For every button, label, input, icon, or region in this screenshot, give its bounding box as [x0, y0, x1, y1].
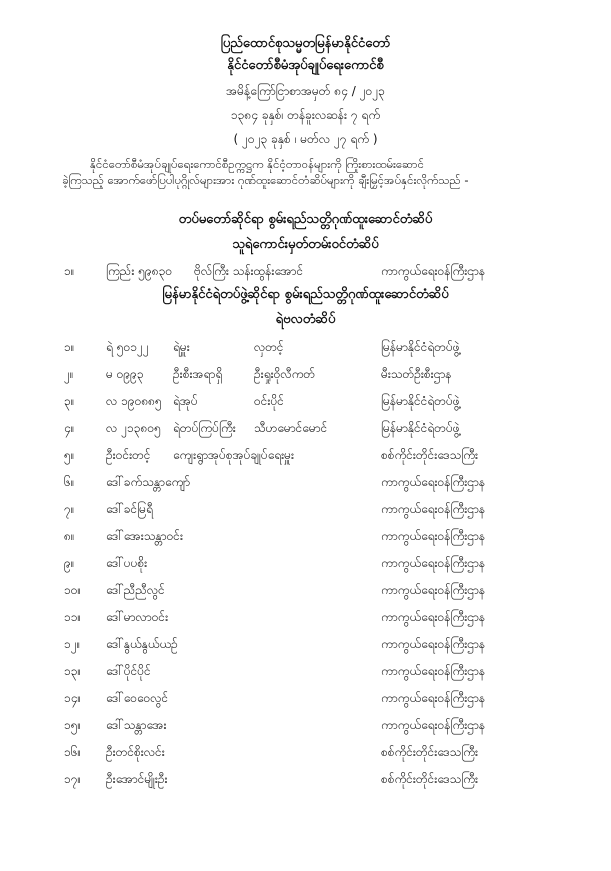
- row-number: ၁၂။: [64, 637, 81, 651]
- person-name: ဒေါ်သန္တာအေး: [106, 718, 167, 732]
- person-name: ဦးတင်စိုးလင်း: [106, 745, 165, 759]
- row-number: ၈။: [64, 529, 75, 543]
- section1-subtitle: သူရဲကောင်းမှတ်တမ်းဝင်တံဆိပ်: [232, 237, 379, 252]
- section2-subtitle: ရဲဗလတံဆိပ်: [275, 312, 336, 327]
- organization: ကာကွယ်ရေးဝန်ကြီးဌာန: [381, 529, 486, 543]
- intro-paragraph: [62, 156, 562, 188]
- organization: ကာကွယ်ရေးဝန်ကြီးဌာန: [381, 475, 486, 489]
- table-row: [0, 662, 611, 680]
- person-name: ဒေါ်ပိုင်ပိုင်: [106, 664, 151, 678]
- organization: ကာကွယ်ရေးဝန်ကြီးဌာန: [381, 637, 486, 651]
- rank: ဦးစီးအရာရှိ: [173, 367, 223, 381]
- organization: မြန်မာနိုင်ငံရဲတပ်ဖွဲ့: [381, 394, 460, 408]
- row-number: ၅။: [64, 448, 75, 462]
- table-row: [0, 581, 611, 599]
- row-number: ၁၃။: [64, 664, 82, 678]
- organization: ကာကွယ်ရေးဝန်ကြီးဌာန: [381, 583, 486, 597]
- row-number: ၁၁။: [64, 610, 82, 624]
- organization: ကာကွယ်ရေးဝန်ကြီးဌာန: [381, 556, 486, 570]
- rank: ရဲအုပ်: [173, 394, 198, 408]
- person-name: သီဟမောင်မောင်: [254, 421, 328, 435]
- rank: ရဲမှူး: [173, 340, 190, 354]
- person-name: ဒေါ်ဝေဝေလွင်: [106, 691, 169, 705]
- person-name: ဦးအောင်မျိုးဦး: [106, 772, 168, 786]
- table-row: [0, 527, 611, 545]
- date-gregorian: ( ၂၀၂၃ ခုနှစ် ၊ မတ်လ ၂၇ ရက် ): [233, 132, 378, 146]
- service-number: ကြည်း ၅၉၈၃၀: [106, 264, 173, 278]
- person-name: ဒေါ်အေးသန္တာဝင်း: [106, 529, 184, 543]
- person-name: ဒေါ်ခင်မြရီ: [106, 502, 153, 516]
- person-name: ဝင်းပိုင်: [254, 394, 284, 408]
- person-name: ဒေါ်မာလာဝင်း: [106, 610, 169, 624]
- row-number: ၁။: [64, 340, 75, 354]
- organization: ကာကွယ်ရေးဝန်ကြီးဌာန: [381, 718, 486, 732]
- row-number: ၉။: [64, 556, 75, 570]
- rank-name: ဗိုလ်ကြီး သန်းထွန်းအောင်: [194, 264, 304, 278]
- table-row: [0, 338, 611, 356]
- service-number: ရဲ ၅၀၁၂၂: [106, 340, 149, 354]
- organization: မြန်မာနိုင်ငံရဲတပ်ဖွဲ့: [381, 340, 460, 354]
- person-name: ဒေါ်ပပစိုး: [106, 556, 148, 570]
- section1-title: တပ်မတော်ဆိုင်ရာ စွမ်းရည်သတ္တိဂုဏ်ထူးဆောင်တံဆိပ်: [178, 212, 433, 227]
- table-row: [0, 446, 611, 464]
- section1-row-1: [0, 262, 611, 280]
- row-number: ၆။: [64, 475, 75, 489]
- organization: ကာကွယ်ရေးဝန်ကြီးဌာန: [381, 610, 486, 624]
- service-number: လ ၁၉၀၈၈၅: [106, 394, 162, 408]
- organization: မီးသတ်ဦးစီးဌာန: [381, 367, 452, 381]
- section2-title: မြန်မာနိုင်ငံရဲတပ်ဖွဲ့ဆိုင်ရာ စွမ်းရည်သတ္တိဂုဏ်ထူးဆောင်တံဆိပ်: [162, 287, 449, 302]
- table-row: [0, 419, 611, 437]
- row-number: ၁၇။: [64, 772, 82, 786]
- row-number: ၇။: [64, 502, 75, 516]
- table-row: [0, 392, 611, 410]
- order-number: အမိန့်ကြော်ငြာစာအမှတ် ၈၄ / ၂၀၂၃: [226, 84, 385, 98]
- intro-line-2: ခဲ့ကြသည့် အောက်ဖော်ပြပါပုဂ္ဂိုလ်များအား ဂုဏ်ထူးဆောင်တံဆိပ်များကို ချီးမြှင့်အပ်နှင်းလိုက်သည် -: [62, 173, 469, 187]
- row-number: ၁၅။: [64, 718, 82, 732]
- date-myanmar: ၁၃၈၄ ခုနှစ်၊ တန်ခူးလဆန်း ၇ ရက်: [230, 108, 381, 122]
- organization: ကာကွယ်ရေးဝန်ကြီးဌာန: [381, 264, 486, 278]
- row-number: ၄။: [64, 421, 75, 435]
- table-row: [0, 770, 611, 788]
- table-row: [0, 500, 611, 518]
- service-number: လ ၂၁၃၈၀၅: [106, 421, 161, 435]
- issuing-council: နိုင်ငံတော်စီမံအုပ်ချုပ်ရေးကောင်စီ: [227, 58, 384, 73]
- person-name: လှတင့်: [254, 340, 284, 354]
- row-number: ၃။: [64, 394, 75, 408]
- person-name: ဦးဝင်းတင့်: [106, 448, 151, 462]
- table-row: [0, 635, 611, 653]
- service-number: မ ၀၉၉၃: [106, 367, 144, 381]
- position: ကျေးရွာအုပ်စုအုပ်ချုပ်ရေးမှူး: [173, 448, 295, 462]
- table-row: [0, 554, 611, 572]
- organization: စစ်ကိုင်းတိုင်းဒေသကြီး: [381, 772, 479, 786]
- person-name: ဒေါ်ခက်သန္တာကျော်: [106, 475, 191, 489]
- row-number: ၂။: [64, 367, 74, 381]
- table-row: [0, 473, 611, 491]
- organization: ကာကွယ်ရေးဝန်ကြီးဌာန: [381, 502, 486, 516]
- person-name: ဦးရှုးဝိုလီကတ်: [254, 367, 316, 381]
- person-name: ဒေါ်နွယ်နွယ်ယဉ်: [106, 637, 178, 651]
- intro-line-1: နိုင်ငံတော်စီမံအုပ်ချုပ်ရေးကောင်စီဥက္ကဋ္ဌက နိုင်ငံ့တာဝန်များကို ကြိုးစားထမ်းဆောင်: [90, 157, 424, 171]
- row-number: ၁၄။: [64, 691, 82, 705]
- organization: မြန်မာနိုင်ငံရဲတပ်ဖွဲ့: [381, 421, 460, 435]
- table-row: [0, 608, 611, 626]
- organization: စစ်ကိုင်းတိုင်းဒေသကြီး: [381, 448, 479, 462]
- row-number: ၁။: [64, 264, 75, 278]
- row-number: ၁၆။: [64, 745, 82, 759]
- table-row: [0, 365, 611, 383]
- rank: ရဲတပ်ကြပ်ကြီး: [173, 421, 236, 435]
- table-row: [0, 716, 611, 734]
- person-name: ဒေါ်ညီညီလွင်: [106, 583, 165, 597]
- table-row: [0, 743, 611, 761]
- organization: ကာကွယ်ရေးဝန်ကြီးဌာန: [381, 664, 486, 678]
- organization: စစ်ကိုင်းတိုင်းဒေသကြီး: [381, 745, 479, 759]
- document-title: ပြည်ထောင်စုသမ္မတမြန်မာနိုင်ငံတော်: [220, 36, 391, 51]
- table-row: [0, 689, 611, 707]
- row-number: ၁၀။: [64, 583, 82, 597]
- organization: ကာကွယ်ရေးဝန်ကြီးဌာန: [381, 691, 486, 705]
